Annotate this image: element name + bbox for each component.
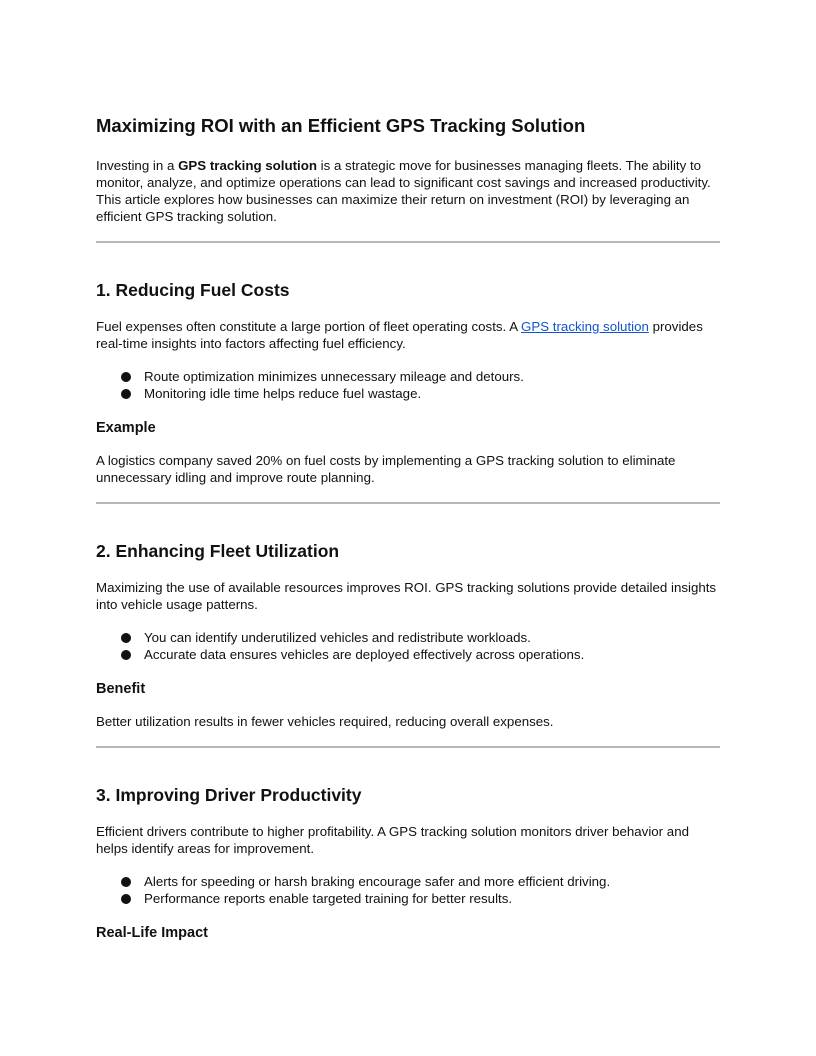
list-item (96, 646, 720, 663)
bullet-dot-icon (121, 650, 131, 660)
intro-bold-keyword: GPS tracking solution (178, 158, 317, 173)
subheading-benefit: Benefit (96, 681, 146, 697)
document-page (96, 112, 720, 957)
section-heading-driver-productivity: 3. Improving Driver Productivity (96, 785, 362, 805)
list-item-text: Performance reports enable targeted training for better results. (144, 891, 513, 906)
section-text-end: provides real-time insights into factors affecting fuel efficiency. (96, 319, 703, 351)
example-paragraph: A logistics company saved 20% on fuel costs by implementing a GPS tracking solution to eliminate unnecessary idling and improve route planning. (96, 453, 676, 485)
section-text-start: Fuel expenses often constitute a large portion of fleet operating costs. A (96, 319, 522, 334)
bullet-list (96, 368, 720, 402)
section-divider (96, 746, 720, 748)
section-heading-fuel-costs: 1. Reducing Fuel Costs (96, 280, 290, 300)
subheading-example: Example (96, 420, 156, 436)
list-item-text: Route optimization minimizes unnecessary mileage and detours. (144, 369, 524, 384)
subheading-real-life-impact: Real-Life Impact (96, 925, 208, 941)
list-item-text: Alerts for speeding or harsh braking encourage safer and more efficient driving. (144, 874, 611, 889)
bullet-list (96, 873, 720, 907)
bullet-dot-icon (121, 633, 131, 643)
list-item (96, 873, 720, 890)
bullet-dot-icon (121, 877, 131, 887)
section-paragraph: Maximizing the use of available resources improves ROI. GPS tracking solutions provide detailed insights into vehicle usage patterns. (96, 580, 717, 612)
list-item (96, 629, 720, 646)
list-item-text: Monitoring idle time helps reduce fuel wastage. (144, 386, 422, 401)
gps-tracking-solution-link[interactable]: GPS tracking solution (521, 319, 649, 334)
intro-paragraph (96, 157, 720, 225)
intro-text-start: Investing in a (96, 158, 179, 173)
bullet-dot-icon (121, 389, 131, 399)
section-paragraph: Efficient drivers contribute to higher profitability. A GPS tracking solution monitors driver behavior and helps identify areas for improvement. (96, 824, 689, 856)
article-title: Maximizing ROI with an Efficient GPS Tracking Solution (96, 115, 586, 136)
section-paragraph (96, 318, 720, 352)
section-divider (96, 502, 720, 504)
bullet-dot-icon (121, 894, 131, 904)
list-item (96, 368, 720, 385)
section-heading-fleet-utilization: 2. Enhancing Fleet Utilization (96, 541, 340, 561)
list-item (96, 890, 720, 907)
list-item-text: You can identify underutilized vehicles and redistribute workloads. (144, 630, 531, 645)
section-divider (96, 241, 720, 243)
intro-text-end: is a strategic move for businesses managing fleets. The ability to monitor, analyze, and optimize operations can lead to significant cost savings and increased productivity. This article explores how businesses can maximize their return on investment (ROI) by leveraging an efficient GPS tracking solution. (96, 158, 711, 224)
list-item-text: Accurate data ensures vehicles are deployed effectively across operations. (144, 647, 585, 662)
benefit-paragraph: Better utilization results in fewer vehicles required, reducing overall expenses. (96, 714, 554, 729)
bullet-list (96, 629, 720, 663)
list-item (96, 385, 720, 402)
bullet-dot-icon (121, 372, 131, 382)
